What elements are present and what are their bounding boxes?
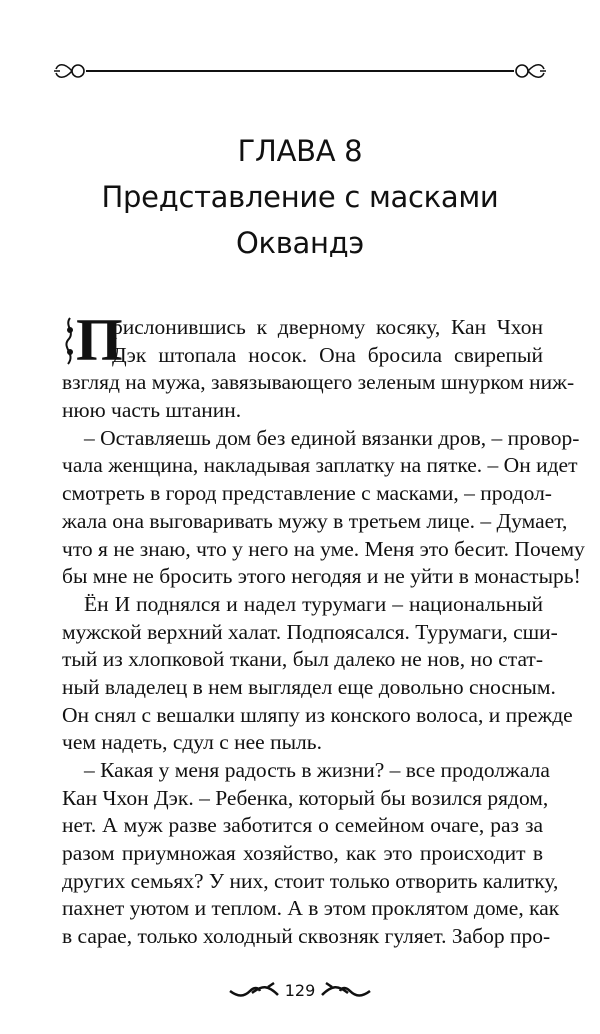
left-flourish-icon: [228, 981, 280, 1001]
chapter-label: ГЛАВА 8: [237, 134, 363, 168]
chapter-title-line-1: Представление с масками: [101, 180, 499, 214]
text-line: Дэк штопала носок. Она бросила свирепый: [112, 342, 543, 367]
text-line: пахнет уютом и теплом. А в этом проклятом доме, как: [62, 896, 560, 921]
text-line: – Какая у меня радость в жизни? – все продолжала: [84, 758, 550, 782]
text-line: рислонившись к дверному косяку, Кан Чхон: [112, 315, 543, 339]
text-line: нюю часть штанин.: [62, 398, 242, 423]
text-line: жала она выговаривать мужу в третьем лице. – Думает,: [62, 508, 568, 533]
text-line: чала женщина, накладывая заплатку на пятке. – Он идет: [62, 453, 578, 478]
text-line: разом приумножая хозяйство, как это происходит в: [62, 841, 543, 866]
text-line: тый из хлопковой ткани, был далеко не нов, но стат-: [62, 647, 543, 672]
text-line: Ён И поднялся и надел турумаги – национальный: [84, 591, 543, 616]
text-line: в сарае, только холодный сквозняк гуляет. Забор про-: [62, 924, 551, 949]
right-flourish-icon: [320, 981, 372, 1001]
text-line: – Оставляешь дом без единой вязанки дров, – провор-: [84, 425, 580, 450]
text-line: нет. А муж разве заботится о семейном очаге, раз за: [62, 813, 543, 838]
text-line: взгляд на мужа, завязывающего зеленым шнурком ниж-: [62, 370, 575, 395]
text-line: ный владелец в нем выглядел еще довольно сносным.: [62, 674, 556, 699]
text-line: других семьях? У них, стоит только отворить калитку,: [62, 868, 559, 893]
paragraph: [62, 314, 543, 369]
text-line: чем надеть, сдул с нее пыль.: [62, 730, 322, 755]
body-text: [62, 307, 585, 951]
dropcap-letter: П: [76, 307, 123, 373]
text-line: смотреть в город представление с масками, – продол-: [62, 481, 552, 506]
chapter-title-line-2: Оквандэ: [235, 226, 365, 260]
chapter-heading: [0, 128, 600, 266]
text-line: мужской верхний халат. Подпоясался. Турумаги, сши-: [62, 619, 558, 644]
ornamental-dropcap: [62, 307, 123, 373]
text-line: что я не знаю, что у него на уме. Меня это бесит. Почему: [62, 536, 585, 561]
text-line: Кан Чхон Дэк. – Ребенка, который бы возился рядом,: [62, 785, 549, 810]
page-footer: [0, 980, 600, 1001]
top-ornament-rule: [52, 60, 548, 82]
text-line: бы мне не бросить этого негодяя и не уйти в монастырь!: [62, 564, 581, 589]
text-line: Он снял с вешалки шляпу из конского волоса, и прежде: [62, 702, 573, 727]
page-number: 129: [284, 981, 316, 1000]
